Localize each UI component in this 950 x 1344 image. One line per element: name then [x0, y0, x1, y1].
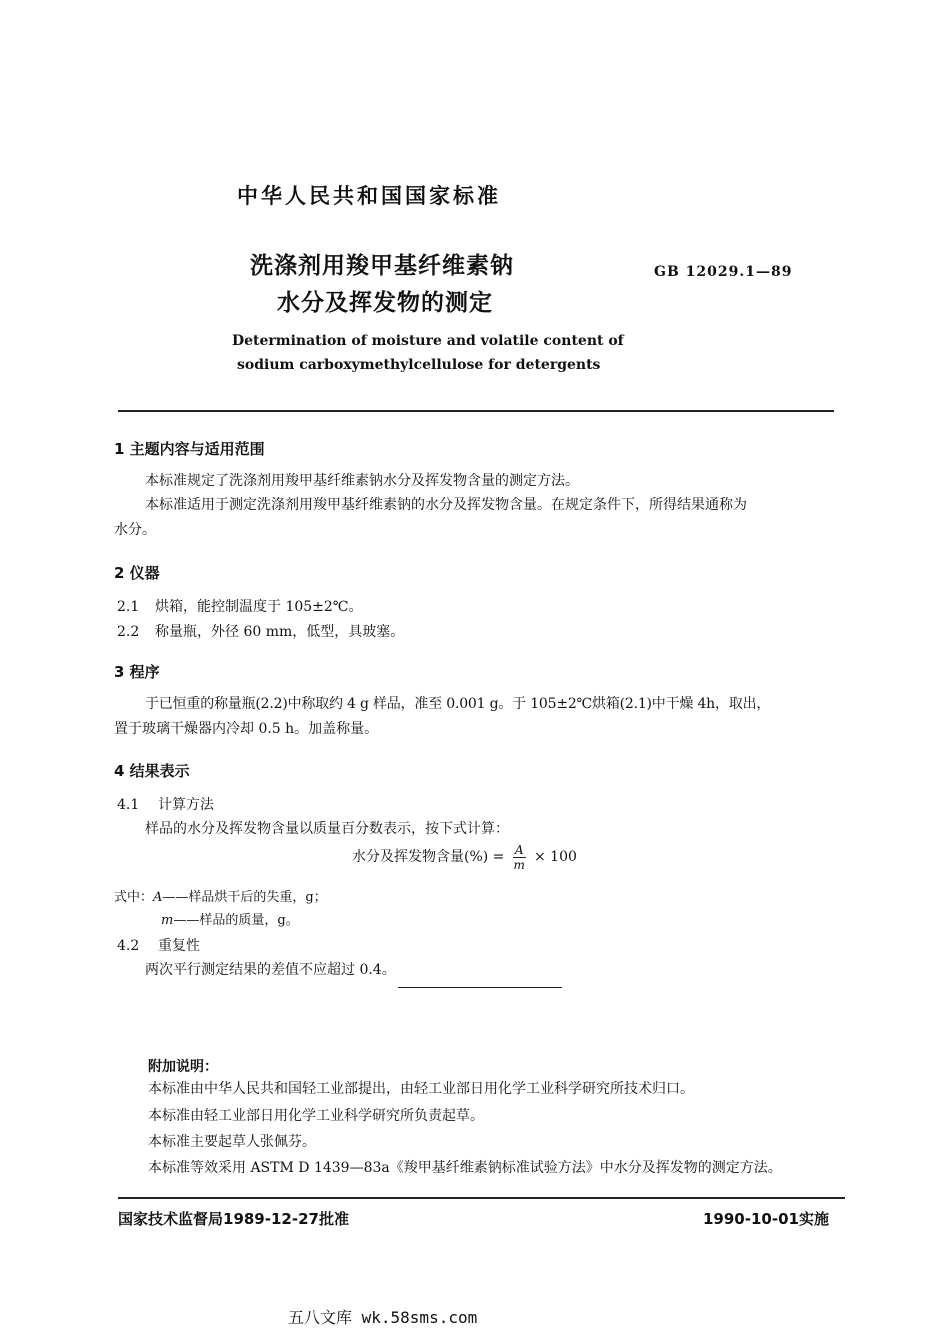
section-1-para-2-line2: 水分。 [114, 522, 156, 538]
notes-line-1: 本标准由中华人民共和国轻工业部提出，由轻工业部日用化学工业科学研究所技术归口。 [148, 1081, 694, 1097]
formula-lhs: 水分及挥发物含量(%) = [352, 849, 505, 865]
document-title-line2: 水分及挥发物的测定 [277, 290, 493, 316]
section-4-2-title: 重复性 [158, 938, 200, 954]
section-2-1-text: 烘箱，能控制温度于 105±2℃。 [155, 599, 363, 615]
issuing-body-title: 中华人民共和国国家标准 [237, 184, 501, 208]
variable-a: A [153, 890, 163, 905]
section-2-1-number: 2.1 [117, 599, 140, 615]
formula-denominator: m [513, 857, 525, 872]
section-4-1-number: 4.1 [117, 797, 140, 813]
header-divider [118, 410, 834, 412]
formula [352, 842, 577, 872]
section-2-2-text: 称量瓶，外径 60 mm，低型，具玻塞。 [155, 624, 405, 640]
where-label: 式中： [114, 890, 154, 905]
section-2-heading: 2 仪器 [114, 564, 160, 582]
document-title-line1: 洗涤剂用羧甲基纤维素钠 [250, 253, 514, 279]
implementation-date: 1990-10-01实施 [703, 1210, 829, 1228]
section-4-2-text: 两次平行测定结果的差值不应超过 0.4。 [145, 962, 396, 978]
section-2-2-number: 2.2 [117, 624, 140, 640]
notes-title: 附加说明： [148, 1059, 218, 1075]
watermark-footer: 五八文库 wk.58sms.com [288, 1308, 478, 1327]
variable-m: m [161, 913, 174, 928]
section-3-heading: 3 程序 [114, 663, 160, 681]
section-3-line2: 置于玻璃干燥器内冷却 0.5 h。加盖称量。 [114, 721, 379, 737]
end-of-text-rule [398, 987, 562, 988]
section-1-para-1: 本标准规定了洗涤剂用羧甲基纤维素钠水分及挥发物含量的测定方法。 [145, 473, 579, 489]
formula-rhs: × 100 [534, 849, 577, 865]
notes-line-3: 本标准主要起草人张佩芬。 [148, 1134, 316, 1150]
standard-number: GB 12029.1—89 [654, 264, 793, 280]
english-title-line1: Determination of moisture and volatile content of [232, 333, 624, 349]
approval-line: 国家技术监督局1989-12-27批准 [118, 1210, 349, 1228]
section-3-line1: 于已恒重的称量瓶(2.2)中称取约 4 g 样品，准至 0.001 g。于 105±2℃烘箱(2.1)中干燥 4h，取出， [145, 696, 771, 712]
variable-a-description: ——样品烘干后的失重，g； [162, 890, 327, 905]
formula-fraction [513, 843, 526, 872]
english-title-line2: sodium carboxymethylcellulose for detergents [237, 357, 601, 373]
variable-m-description: ——样品的质量，g。 [173, 913, 299, 928]
section-4-1-text: 样品的水分及挥发物含量以质量百分数表示，按下式计算： [145, 821, 509, 837]
section-4-2-number: 4.2 [117, 938, 140, 954]
where-clause-m [161, 913, 299, 929]
section-1-heading: 1 主题内容与适用范围 [114, 440, 265, 458]
footer-divider [118, 1197, 845, 1199]
notes-line-4: 本标准等效采用 ASTM D 1439—83a《羧甲基纤维素钠标准试验方法》中水分及挥发物的测定方法。 [148, 1160, 782, 1176]
where-clause-a [114, 890, 327, 906]
notes-line-2: 本标准由轻工业部日用化学工业科学研究所负责起草。 [148, 1108, 484, 1124]
section-4-1-title: 计算方法 [158, 797, 214, 813]
section-4-heading: 4 结果表示 [114, 762, 190, 780]
formula-numerator: A [514, 842, 524, 857]
section-1-para-2-line1: 本标准适用于测定洗涤剂用羧甲基纤维素钠的水分及挥发物含量。在规定条件下，所得结果通称为 [145, 497, 747, 513]
